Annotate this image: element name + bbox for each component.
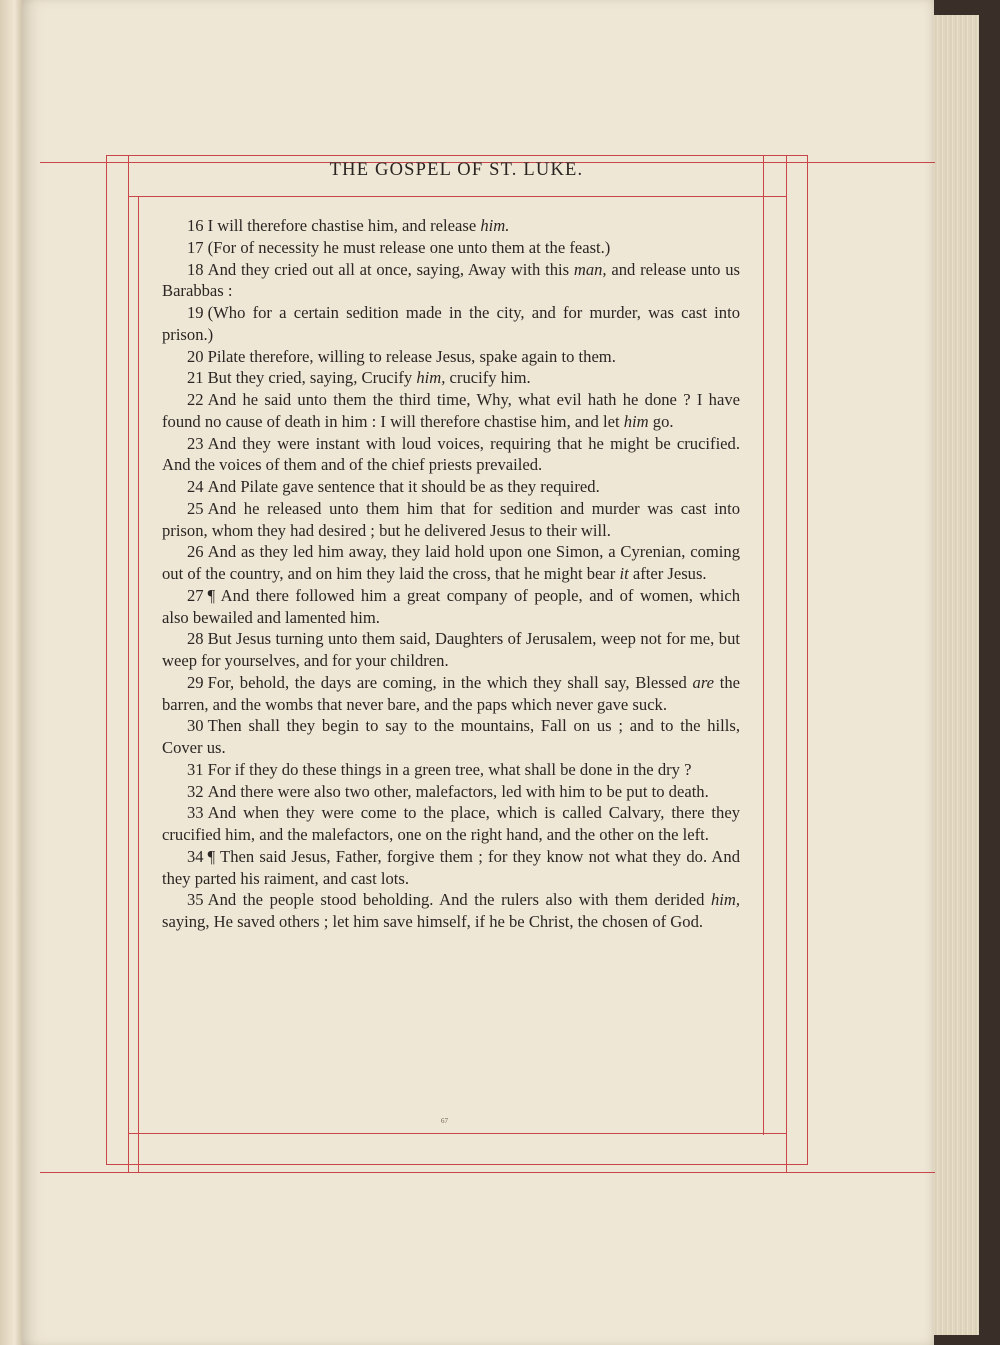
verse-17 bbox=[162, 237, 740, 259]
verse-text: And when they were come to the place, which is called Calvary, there they crucified him, and the malefactors, one on the right hand, and the other on the left. bbox=[162, 803, 740, 844]
verse-number: 28 bbox=[187, 629, 204, 649]
verse-text: And he said unto them the third time, Why, what evil hath he done ? I have found no cause of death in him : I will therefore chastise him, and let bbox=[162, 390, 740, 431]
header-divider-rule bbox=[128, 196, 786, 197]
verse-33 bbox=[162, 802, 740, 846]
verse-20 bbox=[162, 346, 740, 368]
verse-text: Pilate therefore, willing to release Jesus, spake again to them. bbox=[207, 346, 616, 366]
verse-text: him. bbox=[480, 216, 510, 235]
verse-22 bbox=[162, 389, 740, 433]
verse-number: 27 bbox=[187, 585, 204, 605]
verse-text: But they cried, saying, Crucify bbox=[207, 368, 417, 388]
footer-divider-rule bbox=[128, 1133, 786, 1134]
verse-text: crucify him. bbox=[445, 368, 531, 388]
verse-number: 30 bbox=[187, 716, 204, 736]
verse-text: after Jesus. bbox=[628, 564, 707, 583]
verse-21 bbox=[162, 367, 740, 389]
page-folio: 67 bbox=[441, 1117, 448, 1125]
verse-text: And they cried out all at once, saying, Away with this bbox=[207, 259, 574, 279]
verse-text: And they were instant with loud voices, requiring that he might be crucified. And the voices of them and of the chief priests prevailed. bbox=[162, 433, 740, 475]
page-fore-edge bbox=[928, 15, 979, 1335]
verse-text: For if they do these things in a green tree, what shall be done in the dry ? bbox=[207, 759, 692, 779]
verse-30 bbox=[162, 715, 740, 759]
verse-number: 18 bbox=[187, 259, 204, 279]
verse-text: man, bbox=[573, 259, 607, 279]
verse-text: I will therefore chastise him, and release bbox=[207, 216, 481, 235]
verse-number: 17 bbox=[187, 237, 204, 257]
verse-24 bbox=[162, 476, 740, 498]
verse-text: For, behold, the days are coming, in the which they shall say, Blessed bbox=[207, 672, 693, 692]
verse-number: 21 bbox=[187, 368, 204, 388]
verse-34 bbox=[162, 846, 740, 890]
verse-27 bbox=[162, 585, 740, 629]
verse-number: 32 bbox=[187, 781, 204, 801]
verse-text: ¶ And there followed him a great company of people, and of women, which also bewailed and lamented him. bbox=[162, 585, 740, 627]
verse-text: Then shall they begin to say to the mountains, Fall on us ; and to the hills, Cover us. bbox=[162, 716, 740, 757]
verse-text: And Pilate gave sentence that it should be as they required. bbox=[207, 477, 600, 496]
verse-number: 34 bbox=[187, 846, 204, 866]
verse-23 bbox=[162, 433, 740, 477]
verse-number: 23 bbox=[187, 433, 204, 453]
verse-number: 31 bbox=[187, 759, 204, 779]
verse-text: But Jesus turning unto them said, Daughters of Jerusalem, weep not for me, but weep for yourselves, and for your children. bbox=[162, 629, 740, 670]
verse-16 bbox=[162, 215, 740, 237]
verse-28 bbox=[162, 628, 740, 672]
verse-26 bbox=[162, 541, 740, 585]
verse-text: the barren, and the wombs that never bare, and the paps which never gave suck. bbox=[162, 672, 740, 714]
verse-number: 33 bbox=[187, 803, 204, 823]
verse-text: him, bbox=[416, 368, 446, 388]
scripture-text bbox=[162, 215, 740, 933]
frame-rule-bottom-outer bbox=[40, 1172, 935, 1173]
verse-text: it bbox=[619, 564, 629, 583]
text-block-left-rule bbox=[138, 196, 139, 1172]
verse-25 bbox=[162, 498, 740, 542]
verse-19 bbox=[162, 302, 740, 346]
verse-number: 19 bbox=[187, 303, 204, 322]
verse-text: And as they led him away, they laid hold upon one Simon, a Cyrenian, coming out of the country, and on him they laid the cross, that he might bear bbox=[162, 542, 740, 583]
verse-text: him, bbox=[710, 890, 740, 910]
verse-text: And there were also two other, malefactors, led with him to be put to death. bbox=[207, 781, 709, 801]
text-block-right-rule bbox=[763, 155, 764, 1135]
verse-text: saying, He saved others ; let him save himself, if he be Christ, the chosen of God. bbox=[162, 912, 704, 931]
verse-number: 35 bbox=[187, 890, 204, 910]
verse-text: are bbox=[692, 672, 715, 692]
verse-text: And he released unto them him that for sedition and murder was cast into prison, whom they had desired ; but he delivered Jesus to their will. bbox=[162, 498, 740, 540]
verse-text: (For of necessity he must release one unto them at the feast.) bbox=[207, 237, 611, 257]
verse-text: and release unto us Barabbas : bbox=[162, 259, 740, 301]
verse-number: 24 bbox=[187, 477, 204, 496]
verse-number: 29 bbox=[187, 672, 204, 692]
verse-text: him bbox=[623, 411, 649, 431]
verse-text: (Who for a certain sedition made in the city, and for murder, was cast into prison.) bbox=[162, 303, 740, 344]
verse-35 bbox=[162, 889, 740, 933]
verse-text: go. bbox=[648, 411, 674, 431]
verse-number: 16 bbox=[187, 216, 204, 235]
verse-text: And the people stood beholding. And the rulers also with them derided bbox=[207, 890, 711, 910]
verse-29 bbox=[162, 672, 740, 716]
verse-number: 26 bbox=[187, 542, 204, 562]
verse-32 bbox=[162, 781, 740, 803]
verse-number: 20 bbox=[187, 346, 204, 366]
verse-number: 25 bbox=[187, 498, 204, 518]
running-head: THE GOSPEL OF ST. LUKE. bbox=[329, 160, 584, 180]
verse-31 bbox=[162, 759, 740, 781]
facing-page-edge bbox=[0, 0, 24, 1345]
verse-number: 22 bbox=[187, 390, 204, 409]
verse-18 bbox=[162, 259, 740, 303]
verse-text: ¶ Then said Jesus, Father, forgive them ; for they know not what they do. And they parted his raiment, and cast lots. bbox=[162, 846, 740, 888]
